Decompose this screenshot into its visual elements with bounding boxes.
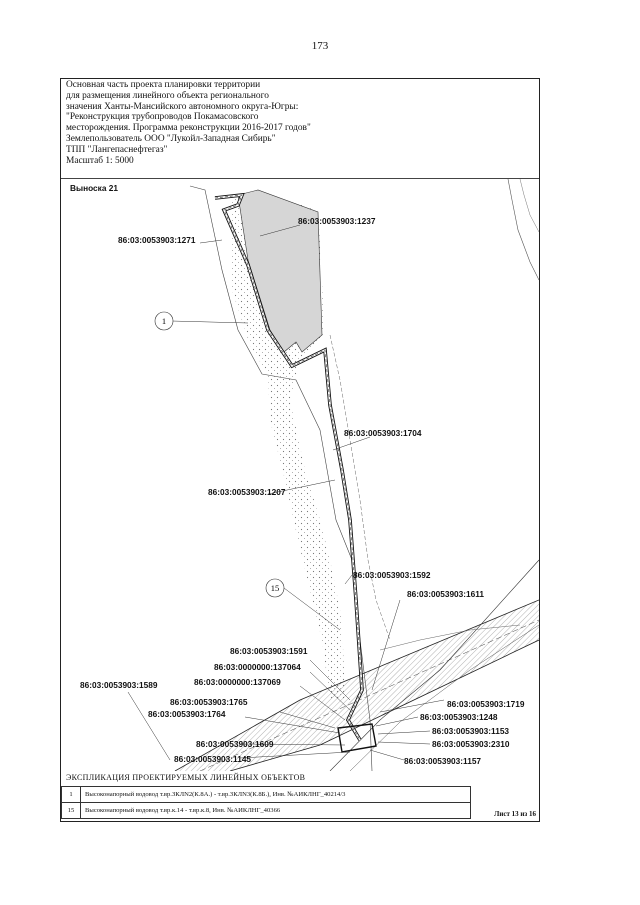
callout-1-label: 1 [161, 316, 167, 326]
title-line: "Реконструкция трубопроводов Покамасовского [66, 112, 259, 123]
parcel-label: 86:03:0053903:1764 [148, 709, 226, 719]
title-line: значения Ханты-Мансийского автономного округа-Югры: [66, 101, 299, 112]
tpp-line: ТПП "Лангепаснефтегаз" [66, 144, 168, 155]
parcel-boundary [330, 335, 390, 640]
title-block [66, 80, 366, 166]
legend-title: ЭКСПЛИКАЦИЯ ПРОЕКТИРУЕМЫХ ЛИНЕЙНЫХ ОБЪЕКТОВ [66, 773, 306, 782]
parcel-label: 86:03:0053903:1157 [404, 756, 482, 766]
callout-15-label: 15 [270, 583, 280, 593]
legend-row [62, 803, 471, 819]
legend-row-number: 1 [62, 787, 81, 803]
parcel-label: 86:03:0053903:1237 [298, 216, 376, 226]
parcel-label: 86:03:0000000:137064 [214, 662, 301, 672]
parcel-label: 86:03:0053903:1704 [344, 428, 422, 438]
title-line: месторождения. Программа реконструкции 2016-2017 годов" [66, 123, 311, 134]
parcel-label: 86:03:0053903:2310 [432, 739, 510, 749]
inset-title: Выноска 21 [70, 183, 118, 193]
legend-row-text: Высоконапорный водовод т.вр.к.14 - т.вр.к.8, Инв. №АИКЛНГ_40366 [81, 803, 471, 819]
legend-row-number: 15 [62, 803, 81, 819]
parcel-label: 86:03:0053903:1765 [170, 697, 248, 707]
parcel-label: 86:03:0053903:1611 [407, 589, 485, 599]
page-number: 173 [311, 40, 329, 52]
land-user-line: Землепользователь ООО "Лукойл-Западная Сибирь" [66, 133, 276, 144]
title-line: для размещения линейного объекта регионального [66, 90, 269, 101]
map-canvas [61, 179, 539, 771]
legend-table [61, 786, 471, 819]
parcel-label: 86:03:0053903:1719 [447, 699, 525, 709]
parcel-label: 86:03:0053903:1207 [208, 487, 286, 497]
parcel-label: 86:03:0053903:1591 [230, 646, 308, 656]
legend-row [62, 787, 471, 803]
parcel-label: 86:03:0053903:1271 [118, 235, 196, 245]
parcel-label: 86:03:0000000:137069 [194, 677, 281, 687]
sheet-number: Лист 13 из 16 [494, 810, 536, 818]
scale-line: Масштаб 1: 5000 [66, 155, 134, 166]
parcel-label: 86:03:0053903:1589 [80, 680, 158, 690]
parcel-label: 86:03:0053903:1592 [353, 570, 431, 580]
boundary-line [520, 179, 539, 232]
parcel-label: 86:03:0053903:1145 [174, 754, 252, 764]
title-line: Основная часть проекта планировки территории [66, 80, 261, 90]
parcel-label: 86:03:0053903:1248 [420, 712, 498, 722]
boundary-line [508, 179, 539, 280]
parcel-label: 86:03:0053903:1153 [432, 726, 510, 736]
parcel-label: 86:03:0053903:1609 [196, 739, 274, 749]
legend-row-text: Высоконапорный водовод т.вр.ЗКЛN2(К.8А.) - т.вр.ЗКЛN3(К.8Б.), Инв. №АИКЛНГ_40214/3 [81, 787, 471, 803]
